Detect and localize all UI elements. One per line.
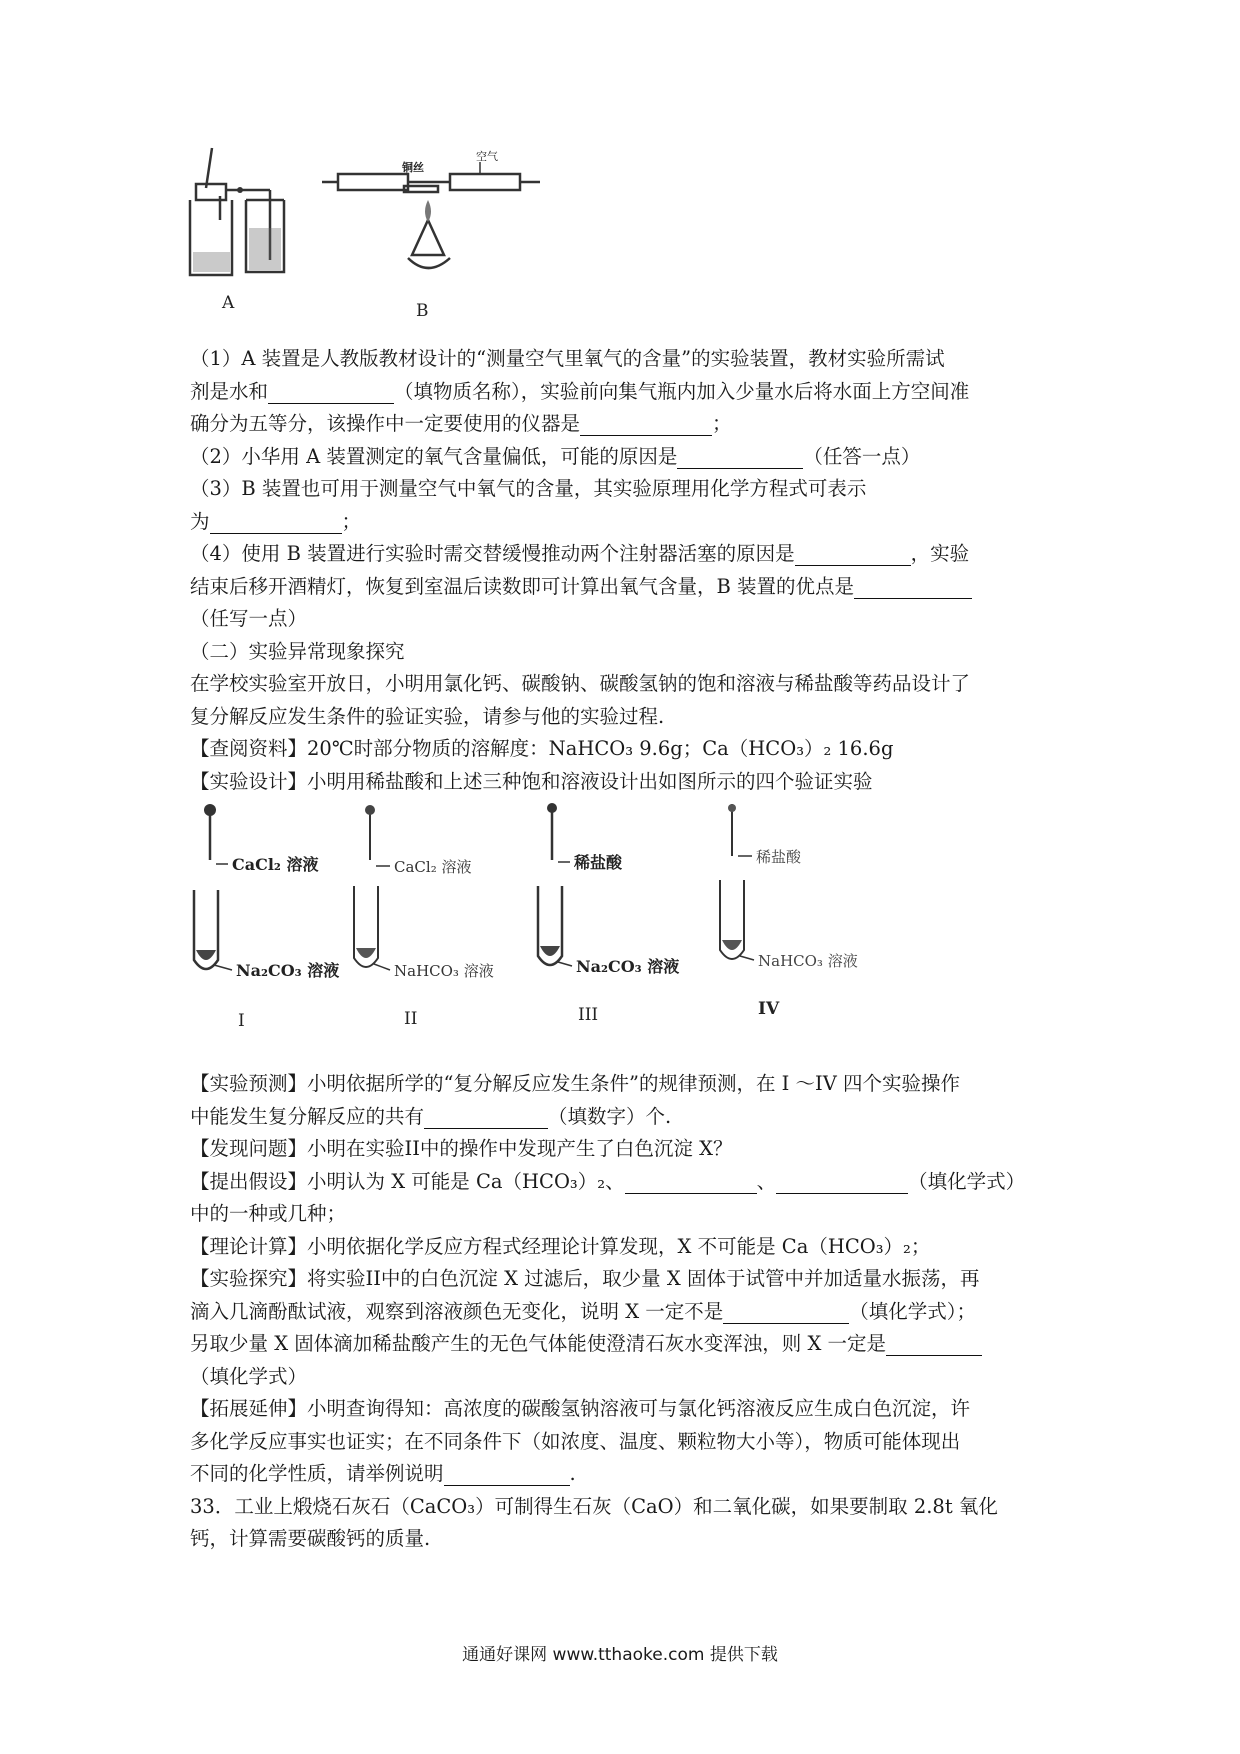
b-label-copper: 铜丝 [402, 161, 424, 174]
prediction-line1: 【实验预测】小明依据所学的“复分解反应发生条件”的规律预测，在 I ～IV 四个实验操作 [190, 1072, 961, 1095]
answer-blank-12[interactable] [444, 1463, 570, 1486]
answer-blank-9[interactable] [776, 1171, 908, 1194]
label-b: B [416, 301, 429, 320]
b-label-air: 空气 [476, 150, 498, 163]
p4-line2 [190, 571, 1060, 604]
p1-line3-b: ； [712, 412, 732, 435]
section-2-title: （二）实验异常现象探究 [190, 639, 405, 663]
prediction-line2-a: 中能发生复分解反应的共有 [190, 1104, 425, 1128]
tube3-number: III [578, 1005, 599, 1025]
test-tubes-figure [180, 800, 900, 1040]
explore-line2-a: 滴入几滴酚酞试液，观察到溶液颜色无变化，说明 X 一定不是 [190, 1299, 724, 1323]
p1-line2 [190, 376, 1060, 409]
p3-line2-a: 为 [190, 509, 210, 533]
question-33-line2: 钙，计算需要碳酸钙的质量. [190, 1527, 431, 1550]
answer-blank-11[interactable] [886, 1333, 982, 1356]
p2-b: （任答一点） [803, 444, 921, 468]
extension-line2: 多化学反应事实也证实；在不同条件下（如浓度、温度、颗粒物大小等），物质可能体现出 [190, 1429, 961, 1453]
prediction-line2-b: （填数字）个. [548, 1104, 672, 1128]
tube-2 [354, 806, 378, 967]
hypothesis-a: 【提出假设】小明认为 X 可能是 Ca（HCO₃）₂、 [190, 1169, 625, 1193]
tube4-number: IV [758, 999, 780, 1019]
extension-line1: 【拓展延伸】小明查询得知：高浓度的碳酸氢钠溶液可与氯化钙溶液反应生成白色沉淀，许 [190, 1397, 971, 1420]
answer-blank-4[interactable] [210, 511, 342, 534]
tube2-bottom-label: NaHCO₃ 溶液 [394, 962, 494, 980]
p4-line3: （任写一点） [190, 607, 308, 630]
theory-calculation: 【理论计算】小明依据化学反应方程式经理论计算发现，X 不可能是 Ca（HCO₃）₂； [190, 1234, 931, 1258]
p4-line1 [190, 538, 1060, 571]
hypothesis-b: 、 [756, 1169, 777, 1193]
apparatus-figure-ab [180, 140, 620, 320]
tube3-top-label: 稀盐酸 [574, 853, 623, 872]
explore-line3-text: 另取少量 X 固体滴加稀盐酸产生的无色气体能使澄清石灰水变浑浊，则 X 一定是 [190, 1332, 887, 1355]
tube-3 [538, 804, 562, 965]
answer-blank-10[interactable] [723, 1301, 849, 1324]
label-a: A [222, 293, 235, 313]
p1-line2-a: 剂是水和 [190, 379, 269, 403]
s2-line1: 在学校实验室开放日，小明用氯化钙、碳酸钠、碳酸氢钠的饱和溶液与稀盐酸等药品设计了 [190, 672, 971, 695]
explore-line2-b: （填化学式）； [849, 1299, 977, 1323]
p2-a: （2）小华用 A 装置测定的氧气含量偏低，可能的原因是 [190, 444, 678, 468]
tube2-number: II [404, 1009, 418, 1029]
explore-line2 [190, 1296, 1060, 1329]
answer-blank-5[interactable] [795, 543, 911, 566]
extension-line3 [190, 1458, 1060, 1491]
extension-line3-a: 不同的化学性质，请举例说明 [190, 1462, 444, 1485]
find-problem: 【发现问题】小明在实验II中的操作中发现产生了白色沉淀 X？ [190, 1137, 733, 1160]
answer-blank-1[interactable] [268, 381, 394, 404]
tube-1 [194, 806, 218, 969]
p3-line2-b: ； [341, 509, 362, 533]
answer-blank-6[interactable] [854, 576, 972, 599]
p1-line1: （1）A 装置是人教版教材设计的“测量空气里氧气的含量”的实验装置，教材实验所需试 [190, 347, 945, 370]
p4-line1-b: ，实验 [910, 542, 970, 565]
answer-blank-8[interactable] [625, 1171, 757, 1194]
tube1-number: I [238, 1011, 245, 1031]
p1-line2-b: （填物质名称），实验前向集气瓶内加入少量水后将水面上方空间准 [394, 379, 970, 403]
tube-4 [720, 804, 744, 959]
tube2-top-label: CaCl₂ 溶液 [394, 858, 472, 876]
explore-line4: （填化学式） [190, 1364, 308, 1388]
p3-line1: （3）B 装置也可用于测量空气中氧气的含量，其实验原理用化学方程式可表示 [190, 477, 867, 500]
question-33-line1: 33．工业上煅烧石灰石（CaCO₃）可制得生石灰（CaO）和二氧化碳，如果要制取 2.8t 氧化 [190, 1494, 998, 1518]
p2-line [190, 441, 1060, 474]
tube1-top-label: CaCl₂ 溶液 [232, 855, 319, 874]
question-32-part2 [190, 1068, 1060, 1556]
answer-blank-3[interactable] [677, 446, 803, 469]
hypothesis-line2: 中的一种或几种； [190, 1202, 347, 1225]
question-32-part1 [190, 343, 1060, 798]
p1-line3-a: 确分为五等分，该操作中一定要使用的仪器是 [190, 412, 581, 435]
tube4-bottom-label: NaHCO₃ 溶液 [758, 952, 858, 970]
reference-data: 【查阅资料】20℃时部分物质的溶解度：NaHCO₃ 9.6g；Ca（HCO₃）₂ 16.6g [190, 737, 894, 760]
p4-line1-a: （4）使用 B 装置进行实验时需交替缓慢推动两个注射器活塞的原因是 [190, 542, 795, 565]
extension-line3-b: . [569, 1462, 576, 1485]
page-footer: 通通好课网 www.tthaoke.com 提供下载 [462, 1645, 778, 1665]
s2-line2: 复分解反应发生条件的验证实验，请参与他的实验过程. [190, 704, 665, 728]
p3-line2 [190, 506, 1060, 539]
explore-line1: 【实验探究】将实验II中的白色沉淀 X 过滤后，取少量 X 固体于试管中并加适量水振荡，再 [190, 1267, 980, 1290]
experiment-design: 【实验设计】小明用稀盐酸和上述三种饱和溶液设计出如图所示的四个验证实验 [190, 769, 873, 793]
p4-line2-text: 结束后移开酒精灯，恢复到室温后读数即可计算出氧气含量，B 装置的优点是 [190, 574, 855, 598]
explore-line3 [190, 1328, 1060, 1361]
tube4-top-label: 稀盐酸 [756, 848, 802, 866]
tube1-bottom-label: Na₂CO₃ 溶液 [236, 961, 340, 980]
hypothesis-line1 [190, 1166, 1060, 1199]
answer-blank-7[interactable] [424, 1106, 548, 1129]
prediction-line2 [190, 1101, 1060, 1134]
hypothesis-c: （填化学式） [908, 1169, 1026, 1193]
tube3-bottom-label: Na₂CO₃ 溶液 [576, 957, 680, 976]
p1-line3 [190, 408, 1060, 441]
answer-blank-2[interactable] [580, 413, 712, 436]
